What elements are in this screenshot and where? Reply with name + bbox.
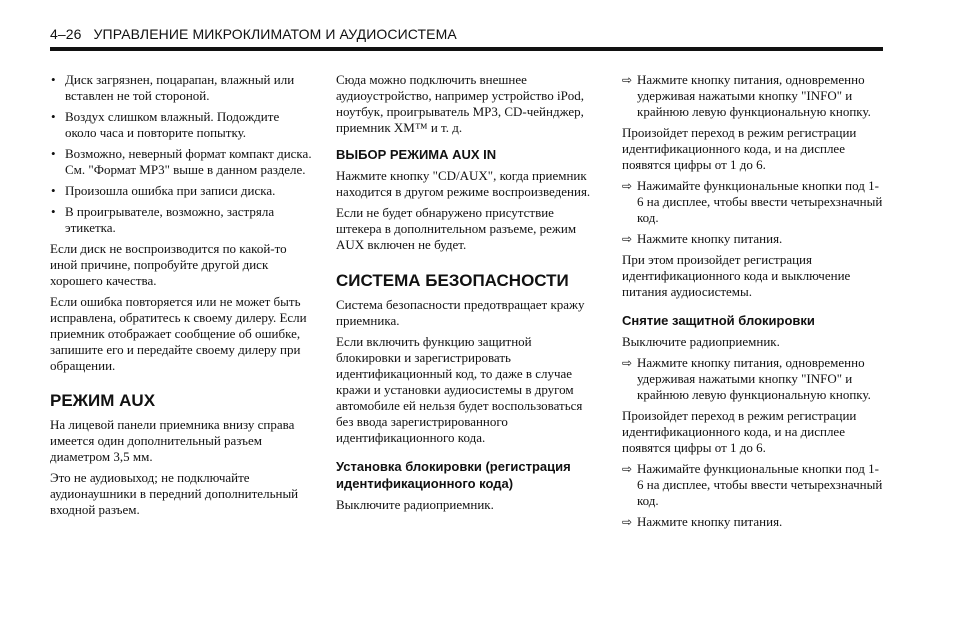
list-item: • Диск загрязнен, поцарапан, влажный или вставлен не той стороной. — [50, 72, 312, 104]
column-3 — [622, 72, 884, 535]
section-title: УПРАВЛЕНИЕ МИКРОКЛИМАТОМ И АУДИОСИСТЕМА — [93, 26, 457, 42]
step-arrow-icon: ⇨ — [622, 356, 633, 370]
set-lock-heading: Установка блокировки (регистрация идентификационного кода) — [336, 459, 571, 491]
paragraph: Произойдет переход в режим регистрации идентификационного кода, и на дисплее появятся цифры от 1 до 6. — [622, 125, 857, 172]
aux-mode-heading: РЕЖИМ AUX — [50, 391, 156, 410]
list-item: • Возможно, неверный формат компакт диска. См. "Формат MP3" выше в данном разделе. — [50, 146, 312, 178]
instruction-step: ⇨ Нажимайте функциональные кнопки под 1-6 на дисплее, чтобы ввести четырехзначный код. — [622, 461, 883, 508]
step-arrow-icon: ⇨ — [622, 515, 633, 529]
aux-in-heading: ВЫБОР РЕЖИМА AUX IN — [336, 147, 497, 162]
column-1 — [50, 72, 312, 523]
paragraph: Произойдет переход в режим регистрации идентификационного кода, и на дисплее появятся цифры от 1 до 6. — [622, 408, 857, 455]
column-2 — [336, 72, 598, 518]
remove-lock-heading: Снятие защитной блокировки — [622, 313, 815, 328]
paragraph: Это не аудиовыход; не подключайте аудионаушники в передний дополнительный входной разъем. — [50, 470, 299, 517]
paragraph: Если ошибка повторяется или не может быть исправлена, обратитесь к своему дилеру. Если приемник отображает сообщение об ошибке, запишите его и передайте своему дилеру при обращении. — [50, 294, 307, 373]
step-arrow-icon: ⇨ — [622, 73, 633, 87]
instruction-step: ⇨ Нажмите кнопку питания, одновременно удерживая нажатыми кнопку "INFO" и крайнюю левую функциональную кнопку. — [622, 355, 871, 402]
paragraph: Нажмите кнопку "CD/AUX", когда приемник находится в другом режиме воспроизведения. — [336, 168, 591, 199]
instruction-step: ⇨ Нажимайте функциональные кнопки под 1-6 на дисплее, чтобы ввести четырехзначный код. — [622, 178, 883, 225]
paragraph: Если не будет обнаружено присутствие штекера в дополнительном разъеме, режим AUX включен не будет. — [336, 205, 577, 252]
list-item: • В проигрывателе, возможно, застряла этикетка. — [50, 204, 312, 236]
paragraph: Если диск не воспроизводится по какой-то иной причине, попробуйте другой диск хорошего качества. — [50, 241, 287, 288]
page-header — [50, 26, 457, 42]
paragraph: Выключите радиоприемник. — [622, 334, 780, 349]
step-arrow-icon: ⇨ — [622, 232, 633, 246]
step-arrow-icon: ⇨ — [622, 179, 633, 193]
list-item: • Произошла ошибка при записи диска. — [50, 183, 312, 199]
paragraph: Сюда можно подключить внешнее аудиоустройство, например устройство iPod, ноутбук, проигрыватель MP3, CD-чейнджер, приемник XM™ и т. д. — [336, 72, 585, 135]
list-item: • Воздух слишком влажный. Подождите около часа и повторите попытку. — [50, 109, 312, 141]
paragraph: Выключите радиоприемник. — [336, 497, 494, 512]
step-arrow-icon: ⇨ — [622, 462, 633, 476]
paragraph: Система безопасности предотвращает кражу приемника. — [336, 297, 585, 328]
security-system-heading: СИСТЕМА БЕЗОПАСНОСТИ — [336, 271, 569, 290]
paragraph: Если включить функцию защитной блокировки и зарегистрировать идентификационный код, то даже в случае кражи и установки аудиосистемы в другом автомобиле ей нельзя будет воспользоваться без ввода зарегистрированного идентификационного кода. — [336, 334, 583, 445]
header-rule — [50, 47, 883, 51]
page-number: 4–26 — [50, 26, 82, 42]
disc-problems-list — [50, 72, 312, 236]
instruction-step: ⇨ Нажмите кнопку питания. — [622, 514, 783, 529]
paragraph: При этом произойдет регистрация идентификационного кода и выключение питания аудиосистемы. — [622, 252, 851, 299]
instruction-step: ⇨ Нажмите кнопку питания, одновременно удерживая нажатыми кнопку "INFO" и крайнюю левую функциональную кнопку. — [622, 72, 871, 119]
paragraph: На лицевой панели приемника внизу справа имеется один дополнительный разъем диаметром 3,5 мм. — [50, 417, 295, 464]
instruction-step: ⇨ Нажмите кнопку питания. — [622, 231, 783, 246]
